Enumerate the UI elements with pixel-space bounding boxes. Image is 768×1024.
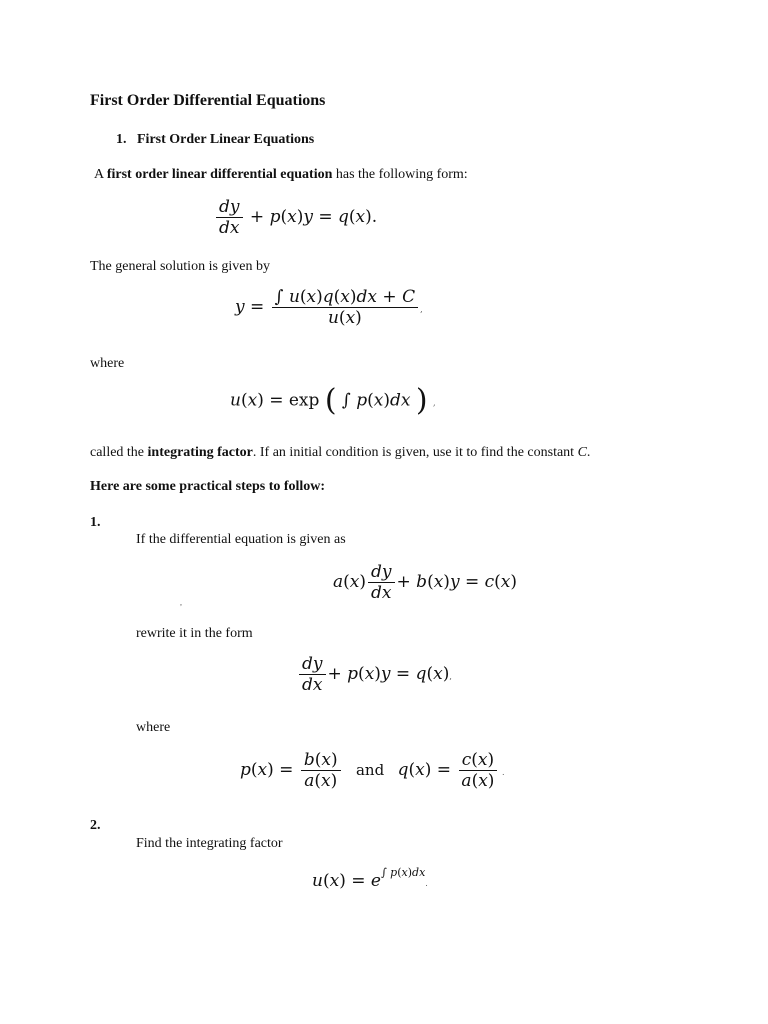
p-q-definitions: p(x) = $\frac{b(x)}{a(x)}$ and q(x) = $\frac{c(x)}{a(x)}$ . xyxy=(240,750,505,791)
integrating-factor-paragraph xyxy=(90,445,590,461)
standard-form-equation: $\frac{dy}{dx}$ + p(x)y = q(x), xyxy=(297,655,452,694)
and-word: and xyxy=(355,761,385,779)
section-heading: First Order Linear Equations xyxy=(137,132,315,147)
step1-text: If the differential equation is given as xyxy=(136,532,346,547)
integrating-factor-term: integrating factor xyxy=(147,445,253,460)
intro-suffix: has the following form: xyxy=(335,167,468,182)
linear-form-equation: $\frac{dy}{dx}$ + p(x)y = q(x). xyxy=(214,198,377,237)
general-solution-equation: y = $\frac{\int u(x)q(x)dx + C}{u(x)}$ , xyxy=(235,287,423,328)
general-solution-text: The general solution is given by xyxy=(90,259,271,274)
where-text: where xyxy=(90,356,125,371)
page-title: First Order Differential Equations xyxy=(90,92,326,109)
called-middle: . If an initial condition is given, use it to find the constant xyxy=(252,445,575,460)
step2-text: Find the integrating factor xyxy=(136,836,283,851)
rewrite-text: rewrite it in the form xyxy=(136,626,253,641)
called-prefix: called the xyxy=(90,445,145,460)
stray-comma: , xyxy=(180,598,182,607)
step1-where-text: where xyxy=(136,720,171,735)
intro-bold-term: first order linear differential equation xyxy=(106,167,333,182)
integrating-factor-exponential: $u(x) = e^{\int p(x)dx}$. xyxy=(312,866,428,891)
section-number: 1. xyxy=(116,132,127,147)
integrating-factor-definition: u(x) = exp ( ∫ p(x)dx ) , xyxy=(230,383,436,418)
constant-c: C xyxy=(577,445,587,460)
step1-number: 1. xyxy=(90,515,101,530)
general-ode-equation: a(x) $\frac{dy}{dx}$ + b(x)y = c(x) xyxy=(333,562,518,603)
step2-number: 2. xyxy=(90,818,101,833)
called-end: . xyxy=(586,445,591,460)
steps-heading: Here are some practical steps to follow: xyxy=(90,479,326,494)
intro-prefix: A xyxy=(94,167,104,182)
intro-paragraph xyxy=(94,167,468,183)
